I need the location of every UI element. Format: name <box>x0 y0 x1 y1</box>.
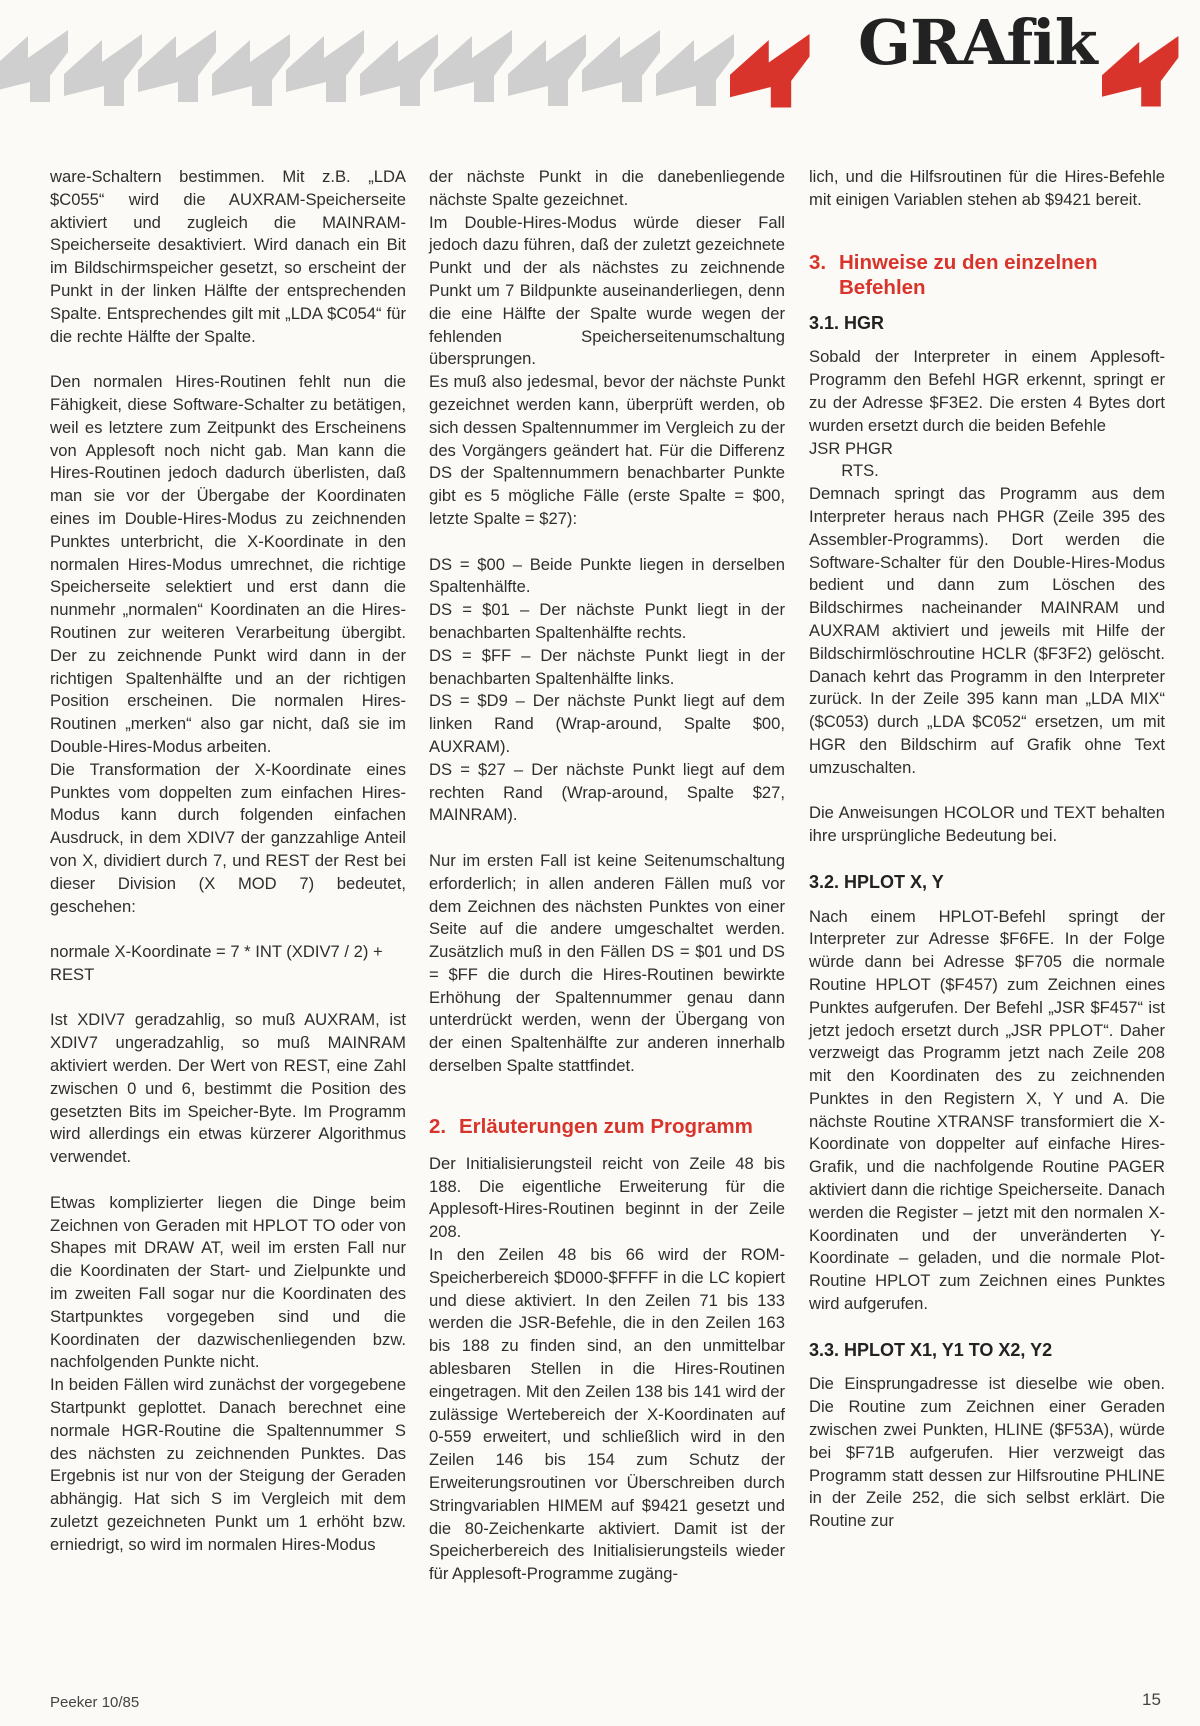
paragraph: Nach einem HPLOT-Befehl springt der Interpreter zur Adresse $F6FE. In der Folge würde dann bei Adresse $F705 die normale Routine HPLOT ($F457) zum Zeichnen eines Punktes aufgerufen. Der Befehl „JSR $F457“ ist jetzt jedoch ersetzt durch „JSR PPLOT“. Daher verzweigt das Programm jetzt nach Zeile 208 mit den Koordinaten des zu zeichnenden Punktes in den Registern X, Y und A. Die nächste Routine XTRANSF transformiert die X-Koordinate von doppelter auf einfache Hires-Grafik, und die nachfolgende Routine PAGER aktiviert dann die richtige Speicherseite. Danach werden die Register – jetzt mit den normalen X-Koordinaten und der unveränderten Y-Koordinate – geladen, und die normale Plot-Routine HPLOT zum Zeichnen eines Punktes wird aufgerufen. <box>809 906 1165 1314</box>
heading-number: 2. <box>429 1114 447 1138</box>
chevron-icon <box>138 30 216 102</box>
paragraph: lich, und die Hilfsroutinen für die Hires-Befehle mit einigen Variablen stehen ab $9421 bereit. <box>809 167 1165 209</box>
subheading: 3.2. HPLOT X, Y <box>809 871 944 892</box>
paragraph: Es muß also jedesmal, bevor der nächste Punkt gezeichnet werden kann, überprüft werden, ob sich dessen Spaltennummer im Vergleich zu der des Vorgängers geändert hat. Für die Differenz DS der Spaltennummern benachbarter Punkte gibt es 5 mögliche Fälle (erste Spalte = $00, letzte Spalte = $27): <box>429 372 785 528</box>
chevron-icon <box>434 30 512 102</box>
paragraph: Der Initialisierungsteil reicht von Zeile 48 bis 188. Die eigentliche Erweiterung für die Applesoft-Hires-Routinen beginnt in der Zeile 208. <box>429 1153 785 1242</box>
page-number: 15 <box>1142 1690 1161 1709</box>
heading-text: Erläuterungen zum Programm <box>459 1114 753 1138</box>
paragraph: Nur im ersten Fall ist keine Seitenumschaltung erforderlich; in allen anderen Fällen muß vor dem Zeichnen des nächsten Punktes von einer Seite auf die andere umgeschaltet werden. Zusätzlich muß in den Fällen DS = $01 und DS = $FF die durch die Hires-Routinen bewirkte Erhöhung der Spaltennummer genau dann unterdrückt werden, wenn der Übergang von der einen Spaltenhälfte zur anderen innerhalb derselben Spalte stattfindet. <box>429 850 785 1076</box>
paragraph: der nächste Punkt in die danebenliegende nächste Spalte gezeichnet. <box>429 167 785 209</box>
paragraph: Die Anweisungen HCOLOR und TEXT behalten ihre ursprüngliche Bedeutung bei. <box>809 803 1165 846</box>
paragraph: Den normalen Hires-Routinen fehlt nun die Fähigkeit, diese Software-Schalter zu betätigen, weil es letztere zum Zeitpunkt des Erscheinens von Applesoft noch nicht gab. Man kann die Hires-Routinen jedoch dadurch überlisten, daß man sie vor der Übergabe der Koordinaten eines im Double-Hires-Modus zu zeichnenden Punktes unterbricht, die X-Koordinate in den normalen Hires-Modus umrechnet, die richtige Speicherseite selektiert und erst dann die nunmehr „normalen“ Koordinaten an die Hires-Routinen zur weiteren Verarbeitung übergibt. Der zu zeichnende Punkt wird dann in der richtigen Spaltenhälfte und an der richtigen Position erscheinen. Die normalen Hires-Routinen „merken“ also gar nicht, daß sie im Double-Hires-Modus arbeiten. <box>50 372 406 756</box>
heading-text: Befehlen <box>839 275 926 299</box>
chevron-icon <box>656 34 734 106</box>
code-line: JSR PHGR <box>809 438 893 458</box>
heading-text: Hinweise zu den einzelnen <box>839 250 1098 274</box>
paragraph: Ist XDIV7 geradzahlig, so muß AUXRAM, ist XDIV7 ungeradzahlig, so muß MAINRAM aktiviert werden. Der Wert von REST, eine Zahl zwischen 0 und 6, bestimmt die Position des gesetzten Bits im Speicher-Byte. Im Programm wird allerdings ein etwas kürzerer Algorithmus verwendet. <box>50 1010 406 1167</box>
paragraph: In den Zeilen 48 bis 66 wird der ROM-Speicherbereich $D000-$FFFF in die LC kopiert und diese aktiviert. In den Zeilen 71 bis 133 werden die JSR-Befehle, die in den Zeilen 163 bis 188 zu finden sind, an den unmittelbar ablesbaren Stellen in die Hires-Routinen eingetragen. Mit den Zeilen 138 bis 141 wird der zulässige Wertebereich der X-Koordinaten auf 0-559 erweitert, und schließlich wird in den Zeilen 146 bis 154 zum Schutz der Erweiterungsroutinen vor Überschreiben durch Stringvariablen HIMEM auf $9421 gesetzt und die 80-Zeichenkarte aktiviert. Damit ist der Speicherbereich des Initialisierungsteils wieder für Applesoft-Programme zugäng- <box>429 1245 785 1584</box>
paragraph: Im Double-Hires-Modus würde dieser Fall jedoch dazu führen, daß der zuletzt gezeichnete Punkt und der als nächstes zu zeichnende Punkt um 7 Bildpunkte auseinanderliegen, denn die eine Hälfte der Spalte wurde wegen der fehlenden Speicherseitenumschaltung übersprungen. <box>429 212 785 369</box>
chevron-icon <box>360 34 438 106</box>
section-heading <box>429 1114 785 1139</box>
ds-case: DS = $00 – Beide Punkte liegen in derselben Spaltenhälfte. <box>429 554 785 597</box>
section-title: GRAfik <box>858 6 1097 79</box>
chevron-icon <box>286 30 364 102</box>
page-header <box>0 0 1200 140</box>
paragraph: In beiden Fällen wird zunächst der vorgegebene Startpunkt geplottet. Danach berechnet eine normale HGR-Routine die Spaltennummer S des nächsten zu zeichnenden Punktes. Das Ergebnis ist nur von der Steigung der Geraden abhängig. Hat sich S im Vergleich mit dem zuletzt gezeichneten Punkt um 1 erhöht bzw. erniedrigt, so wird im normalen Hires-Modus <box>50 1375 406 1554</box>
chevron-icon <box>582 30 660 102</box>
chevron-icon <box>0 30 68 102</box>
ds-case: DS = $D9 – Der nächste Punkt liegt auf dem linken Rand (Wrap-around, Spalte $00, AUXRAM). <box>429 691 785 756</box>
chevron-icon <box>212 34 290 106</box>
ds-case: DS = $FF – Der nächste Punkt liegt in der benachbarten Spaltenhälfte links. <box>429 645 785 688</box>
column-middle <box>429 166 785 1586</box>
paragraph: Sobald der Interpreter in einem Applesoft-Programm den Befehl HGR erkennt, springt er zu der Adresse $F3E2. Die ersten 4 Bytes dort wurden ersetzt durch die beiden Befehle <box>809 347 1165 435</box>
column-right <box>809 166 1165 1533</box>
formula: normale X-Koordinate = 7 * INT (XDIV7 / 2) + REST <box>50 942 383 984</box>
column-left <box>50 166 406 1557</box>
paragraph: Die Einsprungadresse ist dieselbe wie oben. Die Routine zum Zeichnen einer Geraden zwischen zwei Punkten, HLINE ($F53A), würde bei $F71B aufgerufen. Hier verzweigt das Programm statt dessen zur Hilfsroutine PHLINE in der Zeile 252, die sich selbst erklärt. Die Routine zur <box>809 1374 1165 1531</box>
subheading: 3.1. HGR <box>809 312 885 333</box>
ds-case: DS = $27 – Der nächste Punkt liegt auf dem rechten Rand (Wrap-around, Spalte $27, MAINRAM). <box>429 759 785 825</box>
code-line: RTS. <box>809 461 879 481</box>
chevron-icon <box>1102 36 1178 107</box>
section-heading <box>809 250 1165 300</box>
paragraph: ware-Schaltern bestimmen. Mit z.B. „LDA $C055“ wird die AUXRAM-Speicherseite aktiviert und zugleich die MAINRAM-Speicherseite desaktiviert. Wird danach ein Bit im Bildschirmspeicher gesetzt, so erscheint der Punkt in der linken Hälfte der entsprechenden Spalte. Entsprechendes gilt mit „LDA $C054“ für die rechte Hälfte der Spalte. <box>50 167 406 346</box>
paragraph: Demnach springt das Programm aus dem Interpreter heraus nach PHGR (Zeile 395 des Assembler-Programms). Dort werden die Software-Schalter für den Double-Hires-Modus bedient und dann zum Löschen des Bildschirmes nacheinander MAINRAM und AUXRAM aktiviert und jeweils mit Hilfe der Bildschirmlöschroutine HCLR ($F3F2) gelöscht. Danach kehrt das Programm in den Interpreter zurück. In der Zeile 395 kann man „LDA MIX“ ($C053) durch „LDA $C052“ ersetzen, um mit HGR den Bildschirm auf Grafik ohne Text umzuschalten. <box>809 484 1165 777</box>
paragraph: Die Transformation der X-Koordinate eines Punktes vom doppelten zum einfachen Hires-Modus kann durch folgenden einfachen Ausdruck, in dem XDIV7 der ganzzahlige Anteil von X, dividiert durch 7, und REST der Rest bei dieser Division (X MOD 7) bedeutet, geschehen: <box>50 759 406 916</box>
chevron-icon <box>64 34 142 106</box>
heading-number: 3. <box>809 250 827 274</box>
paragraph: Etwas komplizierter liegen die Dinge beim Zeichnen von Geraden mit HPLOT TO oder von Shapes mit DRAW AT, weil im ersten Fall nur die Koordinaten der Start- und Zielpunkte und im zweiten Fall sogar nur die Koordinaten des Startpunktes vorgegeben sind und die Koordinaten der dazwischenliegenden bzw. nachfolgenden Punkte nicht. <box>50 1192 406 1372</box>
subheading: 3.3. HPLOT X1, Y1 TO X2, Y2 <box>809 1339 1053 1360</box>
ds-case: DS = $01 – Der nächste Punkt liegt in der benachbarten Spaltenhälfte rechts. <box>429 600 785 642</box>
chevron-icon <box>730 34 810 107</box>
chevron-icon <box>508 34 586 106</box>
footer-issue: Peeker 10/85 <box>50 1694 140 1711</box>
